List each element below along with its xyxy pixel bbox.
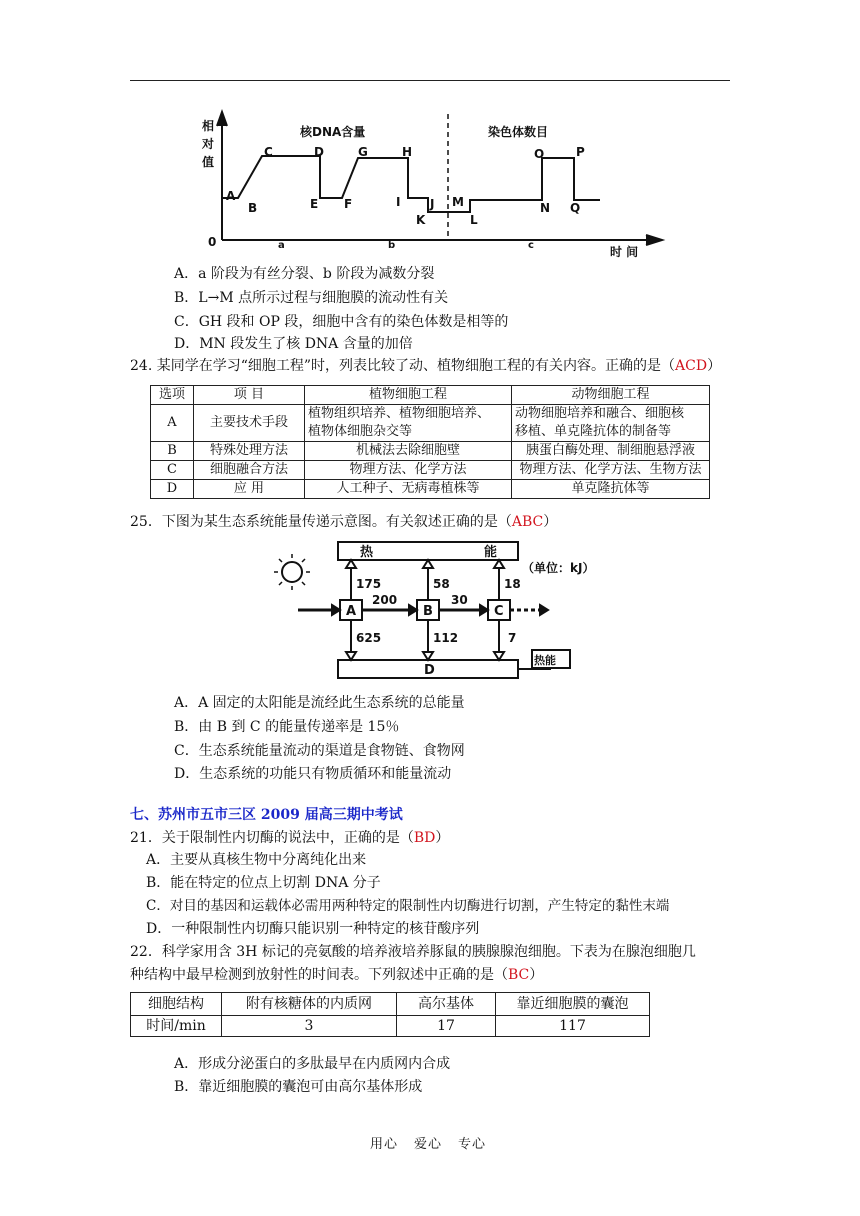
origin-label: 0 [208, 235, 217, 249]
value-b-to-c: 30 [451, 593, 468, 607]
q21-stem-close: ） [435, 830, 450, 846]
value-c-down: 7 [508, 631, 517, 645]
point-K: K [416, 213, 426, 227]
q22-option-b: B．靠近细胞膜的囊泡可由高尔基体形成 [174, 1079, 423, 1095]
header-item: 项 目 [194, 386, 305, 405]
cell: 特殊处理方法 [194, 442, 305, 461]
table-row [151, 386, 710, 405]
phase-c: c [528, 240, 534, 251]
energy-flow-diagram [262, 538, 612, 688]
q25-stem-text: 25．下图为某生态系统能量传递示意图。有关叙述正确的是（ [130, 514, 512, 530]
cell: 胰蛋白酶处理、制细胞悬浮液 [512, 442, 710, 461]
cell-line: 移植、单克隆抗体的制备等 [515, 424, 672, 439]
cell: 单克隆抗体等 [512, 480, 710, 499]
node-A: A [346, 604, 357, 619]
q22-answer: BC [508, 967, 530, 983]
table-row [151, 442, 710, 461]
cell: 细胞融合方法 [194, 461, 305, 480]
cell: 时间/min [131, 1016, 222, 1037]
value-a-down: 625 [356, 631, 382, 645]
point-P: P [576, 145, 585, 159]
q22-stem-close: ） [529, 967, 544, 983]
node-C: C [494, 604, 504, 619]
cell-line: 植物组织培养、植物细胞培养、 [308, 406, 491, 421]
phase-b: b [388, 240, 396, 251]
table-row [131, 1016, 650, 1037]
cell-line: 植物体细胞杂交等 [308, 424, 413, 439]
q22-stem-text: 种结构中最早检测到放射性的时间表。下列叙述中正确的是（ [130, 967, 508, 983]
q23-option-d: D．MN 段发生了核 DNA 含量的加倍 [174, 336, 413, 352]
phase-a: a [278, 240, 285, 251]
header-animal: 动物细胞工程 [512, 386, 710, 405]
q23-option-a: A．a 阶段为有丝分裂、b 阶段为减数分裂 [174, 266, 435, 282]
table-row [131, 993, 650, 1016]
point-E: E [310, 197, 319, 211]
cell: 3 [222, 1016, 397, 1037]
q24-stem [130, 356, 721, 376]
point-F: F [344, 197, 353, 211]
point-C: C [264, 145, 273, 159]
q24-stem-close: ） [707, 358, 722, 374]
point-D: D [314, 145, 324, 159]
q22-stem-line2 [130, 965, 543, 985]
cell: A [151, 405, 194, 442]
cell: 应 用 [194, 480, 305, 499]
table-row [151, 405, 710, 442]
point-B: B [248, 201, 258, 215]
value-b-up: 58 [433, 577, 450, 591]
point-Q: Q [570, 201, 581, 215]
dna-chromosome-graph [190, 100, 670, 260]
q21-option-a: A．主要从真核生物中分离纯化出来 [146, 852, 367, 868]
cell: 117 [496, 1016, 650, 1037]
page-footer [370, 1133, 502, 1152]
q24-answer: ACD [675, 358, 708, 374]
footer-word-2: 爱心 [414, 1137, 443, 1152]
q21-option-d: D．一种限制性内切酶只能识别一种特定的核苷酸序列 [146, 921, 480, 937]
cell: 物理方法、化学方法 [305, 461, 512, 480]
cell [305, 405, 512, 442]
footer-word-3: 专心 [458, 1137, 487, 1152]
value-a-up: 175 [356, 577, 382, 591]
point-L: L [470, 213, 478, 227]
point-J: J [430, 197, 435, 211]
cell: 人工种子、无病毒植株等 [305, 480, 512, 499]
point-G: G [358, 145, 368, 159]
header-structure: 细胞结构 [131, 993, 222, 1016]
node-D: D [424, 663, 435, 678]
q24-stem-text: 24. 某同学在学习“细胞工程”时，列表比较了动、植物细胞工程的有关内容。正确的是（ [130, 358, 676, 374]
cell [512, 405, 710, 442]
point-M: M [452, 195, 464, 209]
q23-option-b: B．L→M 点所示过程与细胞膜的流动性有关 [174, 290, 449, 306]
q22-stem-line1: 22．科学家用含 3H 标记的亮氨酸的培养液培养豚鼠的胰腺腺泡细胞。下表为在腺泡细胞几 [130, 944, 696, 960]
q22-table [130, 992, 650, 1037]
cell: 17 [397, 1016, 496, 1037]
header-rule [130, 80, 730, 81]
point-A: A [226, 189, 236, 203]
point-N: N [540, 201, 551, 215]
q21-option-c: C．对目的基因和运载体必需用两种特定的限制性内切酶进行切割，产生特定的黏性末端 [146, 898, 670, 914]
q22-option-a: A．形成分泌蛋白的多肽最早在内质网内合成 [174, 1056, 451, 1072]
value-a-to-b: 200 [372, 593, 398, 607]
table-row [151, 461, 710, 480]
cell: 物理方法、化学方法、生物方法 [512, 461, 710, 480]
header-golgi: 高尔基体 [397, 993, 496, 1016]
q25-answer: ABC [511, 514, 544, 530]
q21-option-b: B．能在特定的位点上切割 DNA 分子 [146, 875, 381, 891]
y-label-1: 相 [202, 119, 215, 133]
section-heading: 七、苏州市五市三区 2009 届高三期中考试 [130, 807, 403, 823]
point-H: H [402, 145, 413, 159]
unit-label: （单位：kJ） [522, 561, 595, 575]
header-vesicle: 靠近细胞膜的囊泡 [496, 993, 650, 1016]
q25-stem [130, 512, 557, 532]
cell: 机械法去除细胞壁 [305, 442, 512, 461]
header-plant: 植物细胞工程 [305, 386, 512, 405]
x-axis-label: 时 间 [610, 245, 639, 259]
section-chrom-label: 染色体数目 [488, 125, 549, 139]
q21-stem [130, 828, 449, 848]
heat-box-label: 热能 [534, 654, 556, 667]
q25-option-d: D．生态系统的功能只有物质循环和能量流动 [174, 766, 452, 782]
cell: C [151, 461, 194, 480]
cell: 主要技术手段 [194, 405, 305, 442]
q25-option-c: C．生态系统能量流动的渠道是食物链、食物网 [174, 743, 465, 759]
value-b-down: 112 [433, 631, 459, 645]
section-dna-label: 核DNA含量 [300, 125, 366, 139]
cell: D [151, 480, 194, 499]
cell-line: 动物细胞培养和融合、细胞核 [515, 406, 685, 421]
q25-option-a: A．A 固定的太阳能是流经此生态系统的总能量 [174, 695, 465, 711]
value-c-up: 18 [504, 577, 521, 591]
q24-table [150, 385, 710, 499]
q25-stem-close: ） [543, 514, 558, 530]
y-label-3: 值 [202, 155, 215, 169]
q25-option-b: B．由 B 到 C 的能量传递率是 15％ [174, 719, 400, 735]
q23-option-c: C．GH 段和 OP 段，细胞中含有的染色体数是相等的 [174, 314, 509, 330]
header-option: 选项 [151, 386, 194, 405]
point-I: I [396, 195, 401, 209]
q21-answer: BD [413, 830, 436, 846]
heat-top-char-1: 热 [360, 545, 374, 560]
table-row [151, 480, 710, 499]
footer-word-1: 用心 [370, 1137, 399, 1152]
y-label-2: 对 [202, 137, 215, 151]
header-er: 附有核糖体的内质网 [222, 993, 397, 1016]
node-B: B [423, 604, 433, 619]
heat-top-char-2: 能 [484, 545, 498, 560]
point-O: O [534, 147, 545, 161]
q21-stem-text: 21．关于限制性内切酶的说法中，正确的是（ [130, 830, 414, 846]
cell: B [151, 442, 194, 461]
